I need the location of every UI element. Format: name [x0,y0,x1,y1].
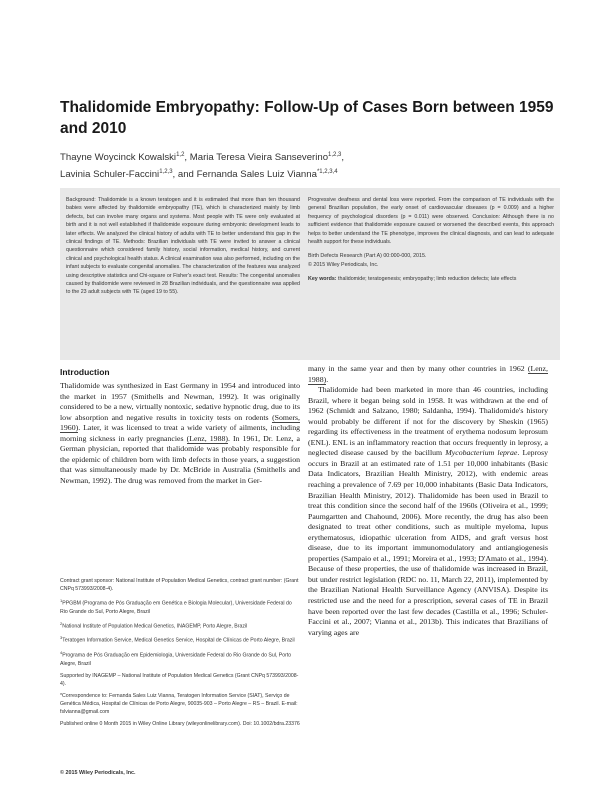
keywords [308,275,554,283]
author-name: Maria Teresa Vieira Sanseverino [189,152,329,164]
footnotes [60,577,300,732]
abstract-text-continued: Progressive deafness and dental loss were reported. From the comparison of TE individuals with the general Brazilian population, the early onset of cardiovascular diseases (p = 0.009) and a higher frequency of psychological disorders (p = 0.011) were observed. Conclusion: Although there is no sufficient evidence that thalidomide exposure caused or worsened the described events, this approach helps to better understand the TE phenotype, improves the clinical diagnosis, and can lead to adequate health support for these individuals. [308,197,554,246]
citation-link[interactable]: D'Amato et al., 1994) [478,553,547,563]
abstract-citation: Birth Defects Research (Part A) 00:000-000, 2015. [308,253,427,260]
author-affiliation: 1,2,3 [159,169,173,176]
body-column-left [60,381,300,486]
footnote-marker: 4 [60,650,63,656]
citation-link[interactable]: (Lenz, 1988) [186,433,228,443]
paragraph-text: . Leprosy occurs in Brazil at an estimated rate of 1.51 per 10,000 inhabitants (Basic Data Indicators, Brazilian Health Ministry, 2012), with endemic areas reaching a prevalence of 7.69 per 10,000 inhabitants (Basic Data Indicators, Brazilian Health Ministry, 2012). Thalidomide has been used in Brazil to treat this condition since the second half of the 1960s (Oliveira et al., 1999; Paumgartten and Chahound, 2006). More recently, the drug has also been designated to treat other conditions, such as multiple myeloma, lupus erythematosus, idiopathic ulceration from AIDS, and graft versus host disease, due to its important immunomodulatory and antiangiogenesis properties (Sampaio et al., 1991; Moreira et al., 1993; [308,448,549,563]
author-affiliation: 1,2,3 [328,152,342,158]
footnote-affiliation [60,649,300,668]
keywords-label: Key words: [308,276,337,283]
footnote-marker: 1 [60,598,63,603]
author-affiliation: 1,2 [176,152,185,158]
paragraph-text: . Later, it was licensed to treat a wide variety of ailments, including morning sickness in early pregnancies [60,423,300,443]
article-title: Thalidomide Embryopathy: Follow-Up of Cases Born between 1959 and 2010 [60,99,554,137]
paragraph [308,385,548,638]
paragraph-text: Thalidomide had been marketed in more than 46 countries, including Brazil, where it began being sold in 1958. It was withdrawn at the end of 1962 (Schmidt and Salzano, 1980; Saldanha, 1994). Thalidomide's history would probably be different if not for the discovery by Sheskin (1965) regarding its effectiveness in the treatment of erythema nodosum leprosum (ENL). ENL is an inflammatory reaction that occurs frequently in leprosy, a neglected disease caused by the bacillum [308,385,548,458]
abstract-right-column [308,196,554,290]
paragraph [308,364,548,385]
author-name: Lavinia Schuler-Faccini [60,169,160,181]
footnote-marker: 3 [60,635,63,641]
paragraph [60,381,300,486]
abstract-box [60,188,560,360]
author-affiliation: *1,2,3,4 [316,169,338,176]
author-list [60,148,540,182]
footnote-text: National Institute of Population Medical Genetics, INAGEMP, Porto Alegre, Brazil [62,623,248,630]
citation-link[interactable]: (Lenz, 1988) [308,364,548,384]
species-name: Mycobacterium leprae [445,448,518,458]
abstract-text: Background: Thalidomide is a known teratogen and it is estimated that more than ten thousand babies were affected by thalidomide embryopathy (TE), which is characterized mainly by limb defects, but can involve many organs and systems. Most people with TE were only evaluated at birth and it is not well established if thalidomide exposure during embryonic development leads to later effects. We analyzed the clinical history of adults with TE to better understand this gap in the clinical findings of TE. Methods: Brazilian individuals with TE were invited to answer a clinical questionnaire which considered family history, social information, medical history, and current clinical and psychological health status. A clinical examination was also performed, including on the infant subjects to evaluate congenital anomalies. The characterization of the features was analyzed using descriptive statistics and Chi-square or Fisher's exact test. Results: The congenital anomalies caused by thalidomide were reviewed in 28 Brazilian individuals, and the questionnaire was applied to the 23 adult subjects with TE (aged 19 to 55). [66,197,300,296]
citation-link[interactable]: (Somers, 1960) [60,412,300,433]
abstract-left-column [66,196,300,297]
author-name: Fernanda Sales Luiz Vianna [196,169,317,181]
body-column-right [308,364,548,638]
footnote-publication: Published online 0 Month 2015 in Wiley Online Library (wileyonlinelibrary.com). Doi: 10.1002/bdra.23376 [60,720,300,727]
author-separator: , and [172,169,197,181]
author-separator: , [184,152,190,164]
footnote-text: PPGBM (Programa de Pós Graduação em Genética e Biologia Molecular), Universidade Federal do Rio Grande do Sul, Porto Alegre, Brazil [60,600,292,615]
paragraph-text: . Because of these properties, the use of thalidomide was increased in Brazil, but under restrict legislation (RDC no. 11, March 22, 2011), implemented by the Brazilian National Health Surveillance Agency (ANVISA). Despite its restricted use and the need for a prescription, several cases of TE in Brazil have been reported over the last few decades (Castilla et al., 1996; Schuler-Faccini et al., 2007; Vianna et al., 2013b). This indicates that Brazilians of varying ages are [308,553,549,637]
footnote-text: Teratogen Information Service, Medical Genetics Service, Hospital de Clínicas de Porto Alegre, Brazil [62,638,295,645]
section-heading-introduction: Introduction [60,367,110,377]
footnote-grant: Contract grant sponsor: National Institute of Population Medical Genetics, contract grant number: (Grant CNPq 573993/2008-4). [60,578,299,592]
footer-copyright [60,770,136,776]
footnote-affiliation [60,620,300,631]
abstract-copyright: © 2015 Wiley Periodicals, Inc. [308,261,379,268]
keywords-list: thalidomide; teratogenesis; embryopathy; limb reduction defects; late effects [338,276,517,283]
footnote-affiliation [60,597,300,616]
paragraph-text: Thalidomide was synthesized in East Germany in 1954 and introduced into the market in 1957 (Smithells and Newman, 1992). It was originally considered to be a new, virtually nontoxic, sedative hypnotic drug, due to its low absorption and negative results in toxicity tests on rodents [60,381,300,422]
footer-copyright-text: © 2015 Wiley Periodicals, Inc. [60,770,136,776]
footnote-correspondence: *Correspondence to: Fernanda Sales Luiz Vianna, Teratogen Information Service (SIAT), Serviço de Genética Médica, Hospital de Clínicas de Porto Alegre, 90035-903 – Porto Alegre – RS – Brazil. E-mail: fslvianna@gmail.com [60,692,298,715]
paragraph-text: . In 1961, Dr. Lenz, a German physician, reported that thalidomide was probably responsible for the epidemic of children born with limb defects in those years, a suggestion that was simultaneously made by Dr. McBride in Australia (Smithells and Newman, 1992). The drug was removed from the market in Ger- [60,433,300,485]
footnote-affiliation [60,634,300,645]
author-separator: , [341,152,345,164]
footnote-support: Supported by INAGEMP – National Institute of Population Medical Genetics (Grant CNPq 573993/2008-4). [60,672,299,687]
footnote-marker: 2 [60,620,63,626]
paragraph-text: many in the same year and then by many other countries in 1962 [308,364,525,373]
footnote-text: Programa de Pós Graduação em Epidemiologia, Universidade Federal do Rio Grande do Sul, Porto Alegre, Brazil [60,652,292,667]
author-name: Thayne Woycinck Kowalski [60,152,177,164]
paragraph-text: . [326,374,329,384]
